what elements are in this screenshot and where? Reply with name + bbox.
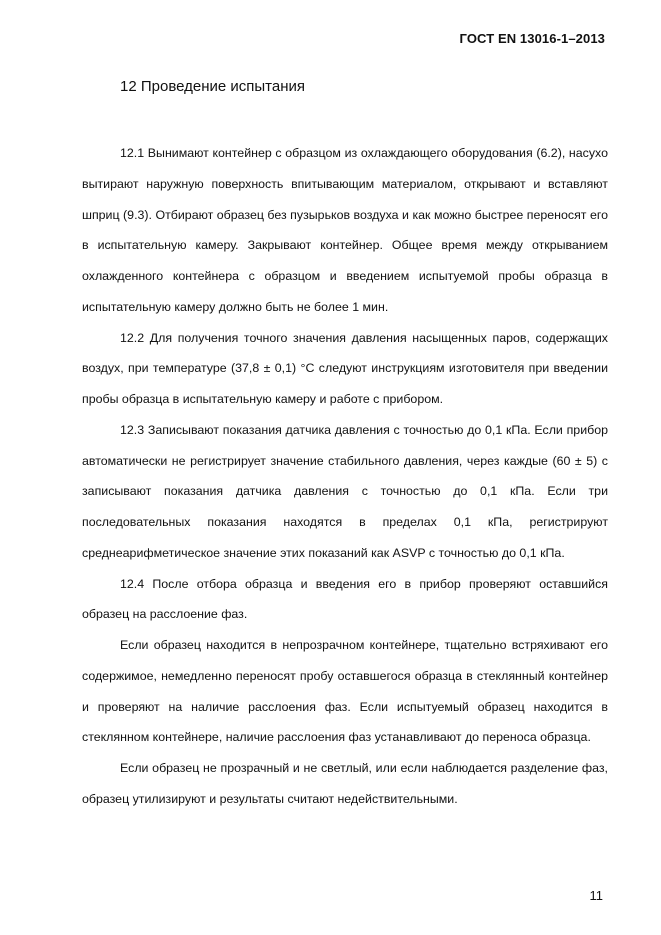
section-title: 12 Проведение испытания (120, 78, 306, 95)
page-number: 11 (589, 888, 603, 903)
paragraph-opaque-container: Если образец находится в непрозрачном контейнере, тщательно встряхивают его содержимое, немедленно переносят пробу оставшегося образца в стеклянный контейнер и проверяют на наличие расслоения фаз. Если испытуемый образец находится в стеклянном контейнере, наличие расслоения фаз устанавливают до переноса образца. (82, 638, 608, 745)
paragraph-12-4: 12.4 После отбора образца и введения его в прибор проверяют оставшийся образец на расслоение фаз. (82, 576, 608, 622)
paragraph-12-2: 12.2 Для получения точного значения давления насыщенных паров, содержащих воздух, при температуре (37,8 ± 0,1) °С следуют инструкциям изготовителя при введении пробы образца в испытательную камеру и работе с прибором. (82, 330, 608, 406)
standard-code-header: ГОСТ EN 13016-1–2013 (459, 31, 605, 46)
paragraph-invalid-results: Если образец не прозрачный и не светлый, или если наблюдается разделение фаз, образец утилизируют и результаты считают недействительными. (82, 761, 608, 806)
body-text (82, 138, 608, 815)
paragraph-12-3: 12.3 Записывают показания датчика давления с точностью до 0,1 кПа. Если прибор автоматически не регистрирует значение стабильного давления, через каждые (60 ± 5) с записывают показания датчика давления с точностью до 0,1 кПа. Если три последовательных показания находятся в пределах 0,1 кПа, регистрируют среднеарифметическое значение этих показаний как ASVP с точностью до 0,1 кПа. (82, 422, 608, 560)
paragraph-12-1: 12.1 Вынимают контейнер с образцом из охлаждающего оборудования (6.2), насухо вытирают наружную поверхность впитывающим материалом, открывают и вставляют шприц (9.3). Отбирают образец без пузырьков воздуха и как можно быстрее переносят его в испытательную камеру. Закрывают контейнер. Общее время между открыванием охлажденного контейнера с образцом и введением испытуемой пробы образца в испытательную камеру должно быть не более 1 мин. (82, 146, 608, 314)
